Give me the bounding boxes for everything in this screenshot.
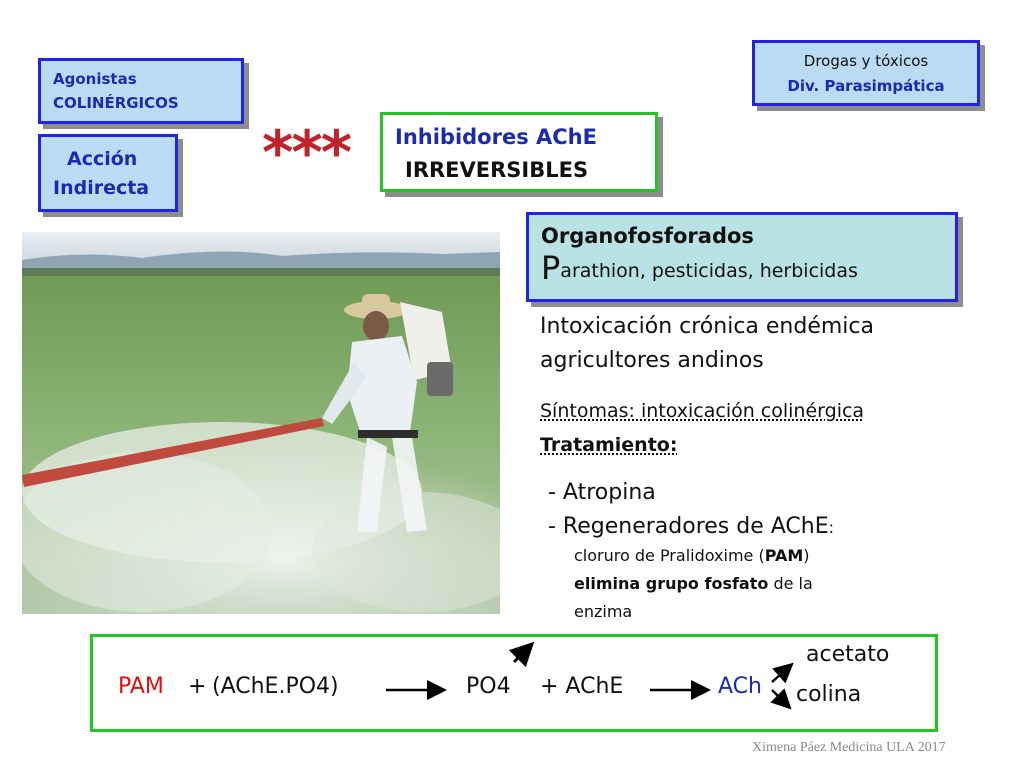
agonistas-line1: Agonistas [53, 70, 137, 88]
atropina-line: - Atropina [548, 480, 656, 505]
cloruro-post: ) [803, 546, 810, 565]
inhibidores-box [380, 112, 658, 192]
farmer-spraying-photo [22, 232, 500, 614]
intoxicacion-line2: agricultores andinos [540, 348, 764, 373]
reaction-plus1: + [188, 674, 207, 699]
reaction-plus-ache: + AChE [540, 674, 624, 699]
subtitle-rest: arathion, pesticidas, herbicidas [560, 260, 858, 282]
organofosforados-box [526, 212, 958, 302]
agonistas-line2: COLINÉRGICOS [53, 94, 179, 112]
elimina-rest: de la [768, 574, 813, 593]
organofosforados-title: Organofosforados [541, 224, 754, 248]
intoxicacion-line1: Intoxicación crónica endémica [540, 314, 874, 339]
elimina-line [574, 574, 813, 593]
agonistas-box [38, 58, 244, 124]
drogas-line1: Drogas y tóxicos [803, 52, 929, 70]
reaction-po4: PO4 [466, 674, 511, 699]
cloruro-pre: cloruro de Pralidoxime ( [574, 546, 765, 565]
reaction-ach: ACh [718, 674, 762, 699]
regeneradores-text: - Regeneradores de AChE [548, 514, 829, 539]
elimina-bold: elimina grupo fosfato [574, 574, 769, 593]
accion-indirecta-box [38, 134, 178, 212]
organofosforados-subtitle [541, 251, 955, 288]
regeneradores-line [548, 514, 834, 539]
drogas-box [752, 40, 980, 106]
accion-line2: Indirecta [53, 177, 150, 199]
reaction-complex: (AChE.PO4) [212, 674, 339, 699]
reaction-colina: colina [796, 682, 862, 707]
stars-mark: *** [262, 118, 351, 188]
reaction-acetato: acetato [806, 642, 890, 667]
cloruro-line [574, 546, 810, 565]
regeneradores-colon: : [828, 518, 834, 537]
tratamiento-line: Tratamiento: [540, 434, 678, 456]
sintomas-line: Síntomas: intoxicación colinérgica [540, 400, 865, 422]
enzima-line: enzima [574, 602, 633, 621]
drogas-line2: Div. Parasimpática [787, 77, 945, 95]
reaction-pam: PAM [118, 674, 164, 699]
inhibidores-line2: IRREVERSIBLES [405, 158, 589, 182]
inhibidores-line1: Inhibidores AChE [395, 125, 597, 149]
cloruro-pam: PAM [764, 546, 804, 565]
footer-credit: Ximena Páez Medicina ULA 2017 [752, 740, 946, 755]
accion-line1: Acción [67, 148, 138, 170]
subtitle-capital: P [541, 249, 561, 287]
